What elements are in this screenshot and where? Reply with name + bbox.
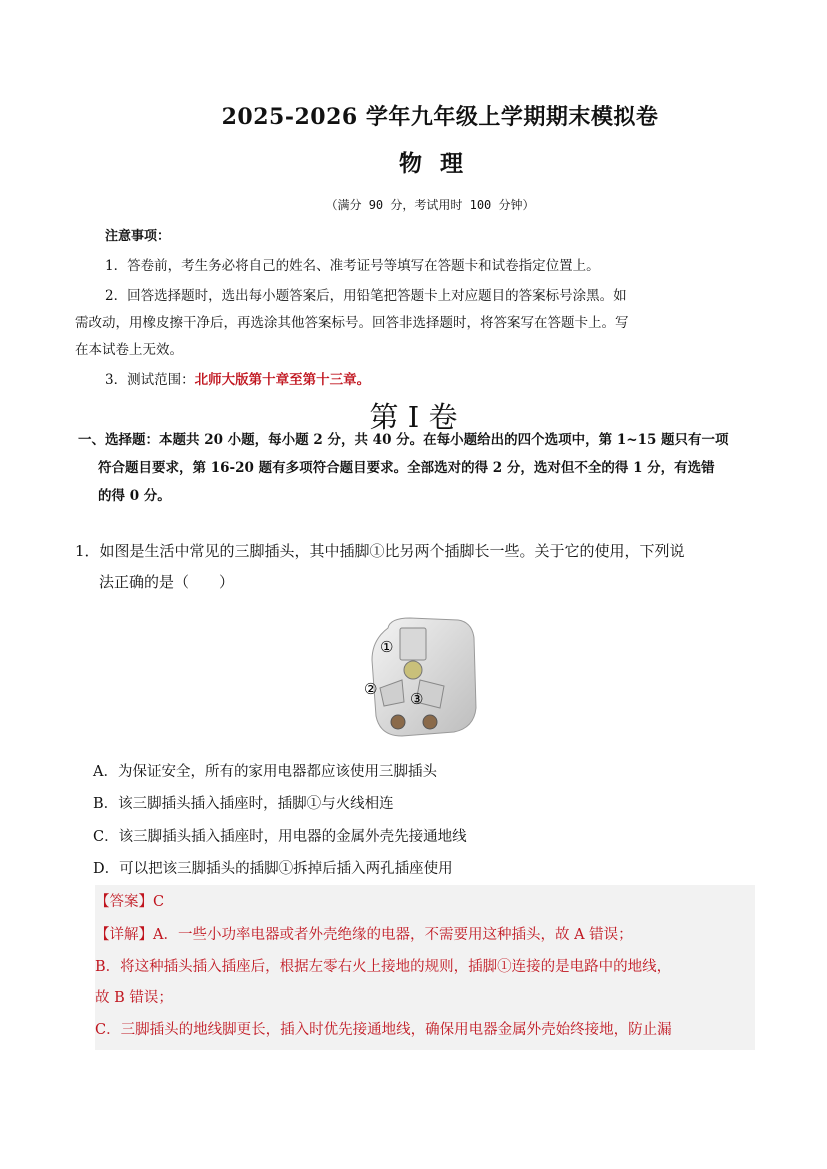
- part-title: 第 I 卷: [369, 400, 458, 434]
- question-1-line-2: 法正确的是（ ）: [99, 573, 235, 591]
- notice-heading: 注意事项：: [105, 229, 171, 244]
- test-scope: 北师大版第十章至第十三章。: [194, 372, 371, 388]
- label-2: ②: [364, 680, 378, 698]
- earth-socket-mark: [404, 661, 422, 679]
- option-a: A．为保证安全，所有的家用电器都应该使用三脚插头: [93, 764, 437, 780]
- detail-c: C．三脚插头的地线脚更长，插入时优先接通地线，确保用电器金属外壳始终接地，防止漏: [95, 1022, 672, 1038]
- three-pin-plug-figure: [350, 610, 480, 745]
- notice-item-2-line-2: 需改动，用橡皮擦干净后，再选涂其他答案标号。回答非选择题时，将答案写在答题卡上。写: [75, 315, 629, 331]
- score-note: （满分 90 分，考试用时 100 分钟）: [325, 198, 535, 212]
- option-d: D．可以把该三脚插头的插脚①拆掉后插入两孔插座使用: [93, 861, 453, 877]
- hole-left: [391, 715, 405, 729]
- detail-a: 【详解】A．一些小功率电器或者外壳绝缘的电器，不需要用这种插头，故 A 错误；: [95, 927, 633, 943]
- option-c: C．该三脚插头插入插座时，用电器的金属外壳先接通地线: [93, 829, 467, 845]
- notice-item-3: [105, 368, 370, 388]
- subject-title: 物理: [399, 150, 481, 177]
- exam-title: 2025-2026 学年九年级上学期期末模拟卷: [221, 104, 659, 130]
- hole-right: [423, 715, 437, 729]
- option-b: B．该三脚插头插入插座时，插脚①与火线相连: [93, 796, 394, 812]
- earth-pin: [400, 628, 426, 660]
- section-line-2: 符合题目要求，第 16-20 题有多项符合题目要求。全部选对的得 2 分，选对但不全的得 1 分，有选错: [98, 460, 715, 476]
- section-line-3: 的得 0 分。: [98, 488, 171, 504]
- notice-item-3-prefix: 3．测试范围：: [105, 372, 195, 388]
- notice-item-2-line-3: 在本试卷上无效。: [75, 342, 183, 358]
- answer-line: 【答案】C: [95, 894, 165, 910]
- section-line-1: 一、选择题：本题共 20 小题，每小题 2 分，共 40 分。在每小题给出的四个选项中，第 1~15 题只有一项: [78, 432, 729, 448]
- question-1-line-1: 1．如图是生活中常见的三脚插头，其中插脚①比另两个插脚长一些。关于它的使用，下列说: [75, 542, 685, 560]
- detail-b-line-2: 故 B 错误；: [95, 990, 173, 1006]
- detail-b-line-1: B．将这种插头插入插座后，根据左零右火上接地的规则，插脚①连接的是电路中的地线，: [95, 959, 672, 975]
- notice-item-1: 1．答卷前，考生务必将自己的姓名、准考证号等填写在答题卡和试卷指定位置上。: [105, 258, 600, 274]
- label-1: ①: [380, 638, 394, 656]
- question-1-stem: [75, 536, 765, 598]
- notice-item-2-line-1: 2．回答选择题时，选出每小题答案后，用铅笔把答题卡上对应题目的答案标号涂黑。如: [105, 288, 627, 304]
- label-3: ③: [410, 690, 424, 708]
- section-instructions: [78, 426, 758, 510]
